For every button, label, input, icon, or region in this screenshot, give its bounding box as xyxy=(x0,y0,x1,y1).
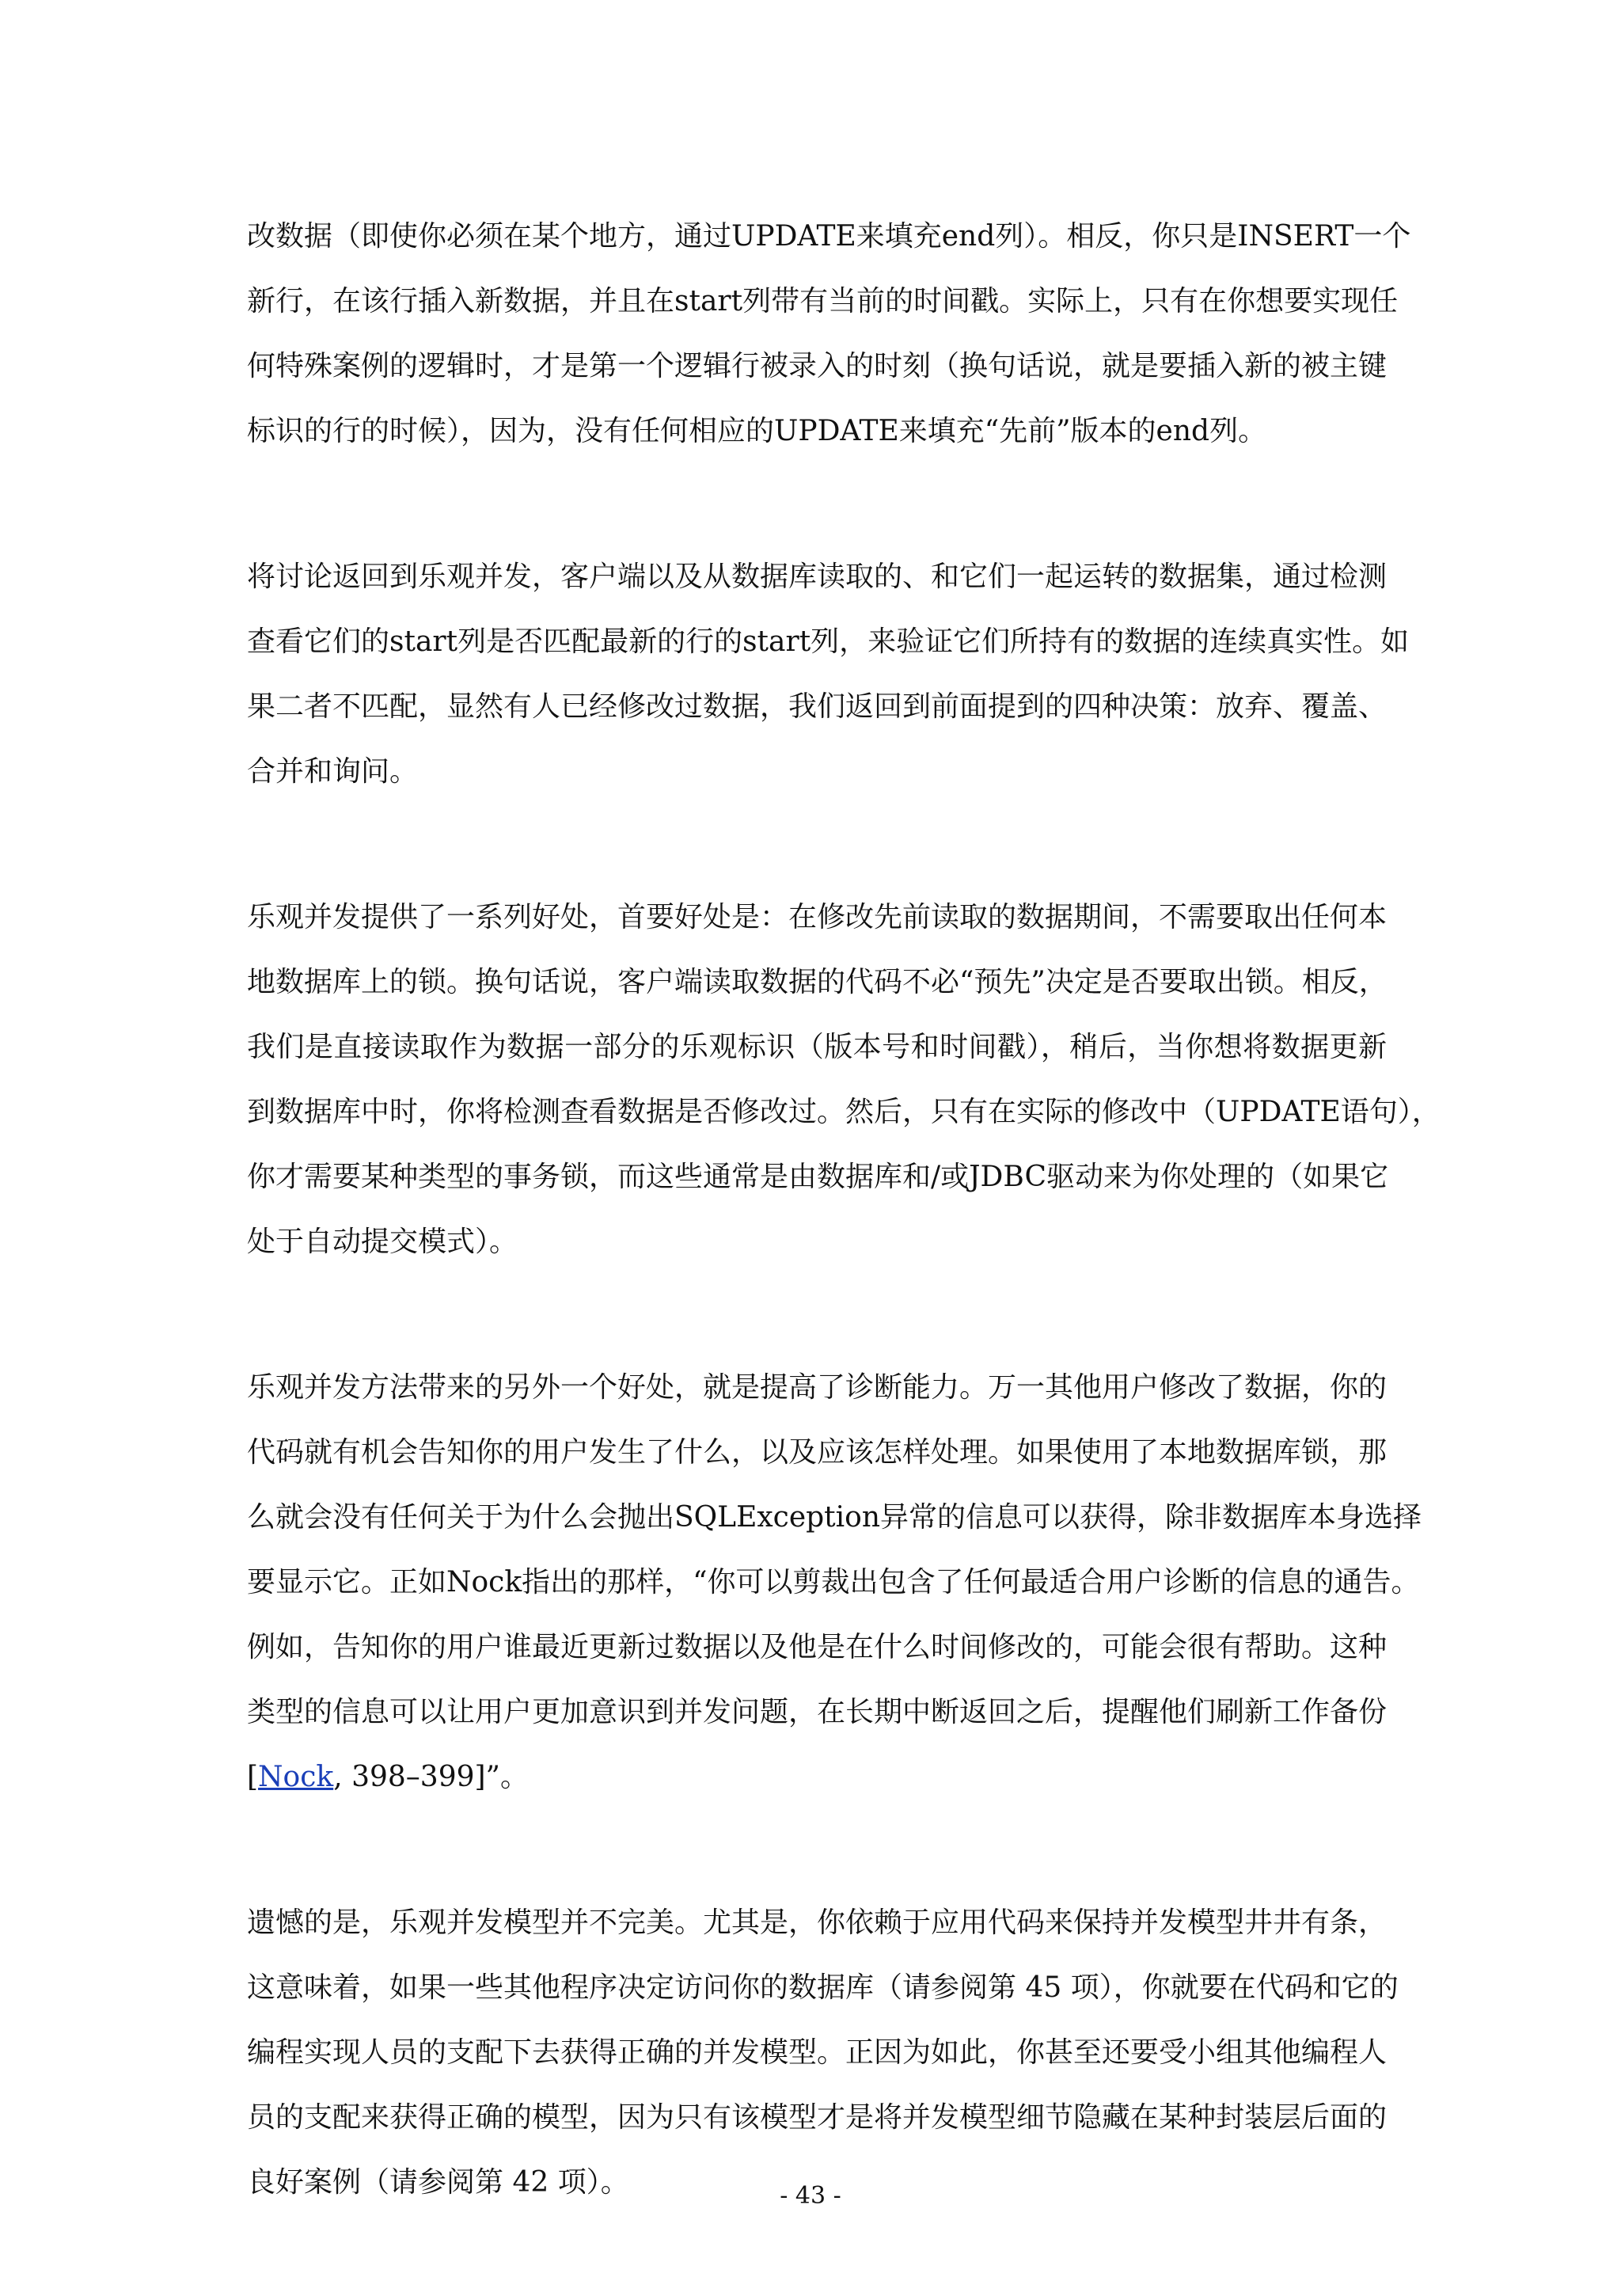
text-line: 新行，在该行插入新数据，并且在start列带有当前的时间戳。实际上，只有在你想要实现任 xyxy=(247,285,1399,317)
text-line: 这意味着，如果一些其他程序决定访问你的数据库（请参阅第 45 项），你就要在代码和它的 xyxy=(247,1971,1399,2004)
text-line: 将讨论返回到乐观并发，客户端以及从数据库读取的、和它们一起运转的数据集，通过检测 xyxy=(247,561,1388,593)
text-line: 查看它们的start列是否匹配最新的行的start列，来验证它们所持有的数据的连续真实性。如 xyxy=(247,625,1410,658)
citation-pages: , 398–399]”。 xyxy=(333,1761,529,1793)
text-line: 标识的行的时候），因为，没有任何相应的UPDATE来填充“先前”版本的end列。 xyxy=(247,415,1267,447)
paragraph-2 xyxy=(247,545,1410,804)
text-line: 乐观并发提供了一系列好处，首要好处是：在修改先前读取的数据期间，不需要取出任何本 xyxy=(247,901,1388,933)
text-line: 我们是直接读取作为数据一部分的乐观标识（版本号和时间戳），稍后，当你想将数据更新 xyxy=(247,1031,1387,1063)
text-line: 处于自动提交模式）。 xyxy=(247,1226,518,1258)
text-line: 类型的信息可以让用户更加意识到并发问题，在长期中断返回之后，提醒他们刷新工作备份 xyxy=(247,1696,1388,1728)
page-number: - 43 - xyxy=(780,2182,841,2210)
document-body xyxy=(247,204,1441,2296)
paragraph-3 xyxy=(247,885,1441,1275)
text-line: 改数据（即使你必须在某个地方，通过UPDATE来填充end列）。相反，你只是INSERT一个 xyxy=(247,220,1411,253)
citation-link-nock[interactable]: Nock xyxy=(258,1761,334,1793)
citation-line xyxy=(247,1745,1387,1810)
text-line: 么就会没有任何关于为什么会抛出SQLException异常的信息可以获得，除非数据库本身选择 xyxy=(247,1501,1422,1534)
text-line: 良好案例（请参阅第 42 项）。 xyxy=(247,2166,629,2199)
paragraph-4 xyxy=(247,1355,1422,1810)
text-line: 合并和询问。 xyxy=(247,755,419,788)
text-line: 到数据库中时，你将检测查看数据是否修改过。然后，只有在实际的修改中（UPDATE语句）， xyxy=(247,1096,1441,1128)
text-line: 员的支配来获得正确的模型，因为只有该模型才是将并发模型细节隐藏在某种封装层后面的 xyxy=(247,2101,1388,2134)
text-line: 遗憾的是，乐观并发模型并不完美。尤其是，你依赖于应用代码来保持并发模型井井有条， xyxy=(247,1906,1388,1939)
text-line: 代码就有机会告知你的用户发生了什么，以及应该怎样处理。如果使用了本地数据库锁，那 xyxy=(247,1436,1388,1469)
text-line: 乐观并发方法带来的另外一个好处，就是提高了诊断能力。万一其他用户修改了数据，你的 xyxy=(247,1371,1388,1404)
text-line: 果二者不匹配，显然有人已经修改过数据，我们返回到前面提到的四种决策：放弃、覆盖、 xyxy=(247,690,1388,723)
paragraph-1 xyxy=(247,204,1411,464)
text-line: 要显示它。正如Nock指出的那样，“你可以剪裁出包含了任何最适合用户诊断的信息的通告。 xyxy=(247,1566,1420,1598)
text-line: 你才需要某种类型的事务锁，而这些通常是由数据库和/或JDBC驱动来为你处理的（如果它 xyxy=(247,1161,1389,1193)
text-line: 例如，告知你的用户谁最近更新过数据以及他是在什么时间修改的，可能会很有帮助。这种 xyxy=(247,1631,1388,1663)
paragraph-5 xyxy=(247,1891,1399,2215)
citation-open-bracket: [ xyxy=(247,1761,259,1793)
text-line: 编程实现人员的支配下去获得正确的并发模型。正因为如此，你甚至还要受小组其他编程人 xyxy=(247,2036,1388,2069)
text-line: 何特殊案例的逻辑时，才是第一个逻辑行被录入的时刻（换句话说，就是要插入新的被主键 xyxy=(247,350,1388,382)
text-line: 地数据库上的锁。换句话说，客户端读取数据的代码不必“预先”决定是否要取出锁。相反， xyxy=(247,966,1388,998)
